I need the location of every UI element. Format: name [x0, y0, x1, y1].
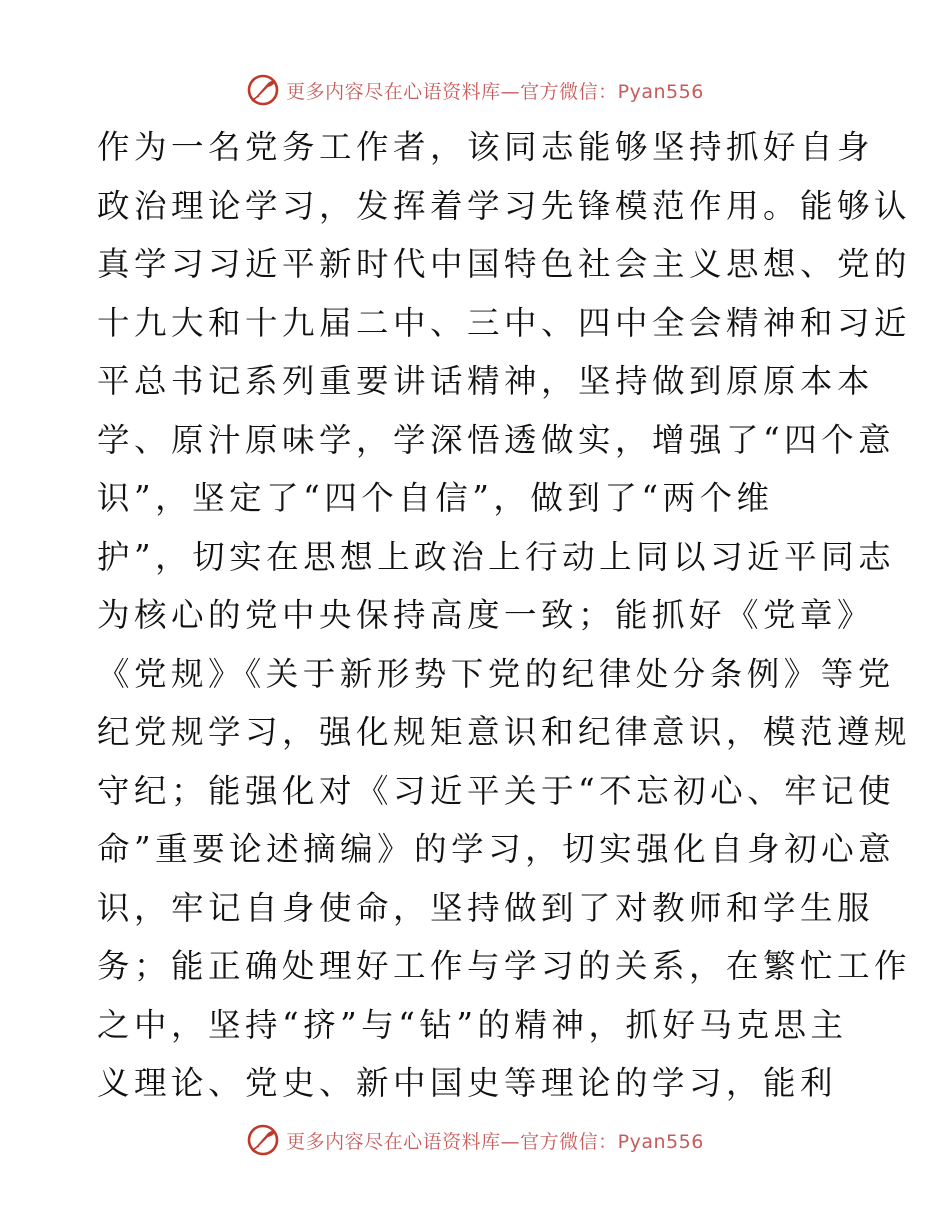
body-line: 命”重要论述摘编》的学习，切实强化自身初心意 [97, 830, 896, 868]
footer-watermark [0, 1120, 950, 1160]
body-line: 平总书记系列重要讲话精神，坚持做到原原本本 [97, 362, 875, 400]
body-line: 十九大和十九届二中、三中、四中全会精神和习近 [97, 303, 912, 342]
quill-logo-icon [246, 1123, 280, 1157]
body-line: 政治理论学习，发挥着学习先锋模范作用。能够认 [97, 186, 912, 225]
body-line: 守纪；能强化对《习近平关于“不忘初心、牢记使 [97, 771, 896, 810]
body-line: 务；能正确处理好工作与学习的关系，在繁忙工作 [97, 947, 912, 985]
body-line: 之中，坚持“挤”与“钻”的精神，抓好马克思主 [97, 1005, 848, 1044]
watermark-text: 更多内容尽在心语资料库—官方微信：Pyan556 [286, 80, 704, 103]
body-line: 义理论、党史、新中国史等理论的学习，能利 [97, 1064, 838, 1102]
quill-logo-icon [246, 73, 280, 107]
body-line: 为核心的党中央保持高度一致；能抓好《党章》 [97, 596, 875, 634]
body-line: 识”，坚定了“四个自信”，做到了“两个维 [97, 479, 774, 517]
body-line: 学、原汁原味学，学深悟透做实，增强了“四个意 [97, 420, 896, 459]
watermark-text: 更多内容尽在心语资料库—官方微信：Pyan556 [286, 1130, 704, 1153]
header-watermark [0, 70, 950, 110]
body-line: 护”，切实在思想上政治上行动上同以习近平同志 [97, 537, 896, 576]
body-line: 纪党规学习，强化规矩意识和纪律意识，模范遵规 [97, 713, 912, 751]
body-line: 《党规》《关于新形势下党的纪律处分条例》等党 [97, 654, 895, 693]
document-body [97, 118, 912, 1113]
body-line: 真学习习近平新时代中国特色社会主义思想、党的 [97, 245, 912, 283]
body-line: 作为一名党务工作者，该同志能够坚持抓好自身 [97, 128, 875, 166]
body-line: 识，牢记自身使命，坚持做到了对教师和学生服 [97, 888, 875, 927]
